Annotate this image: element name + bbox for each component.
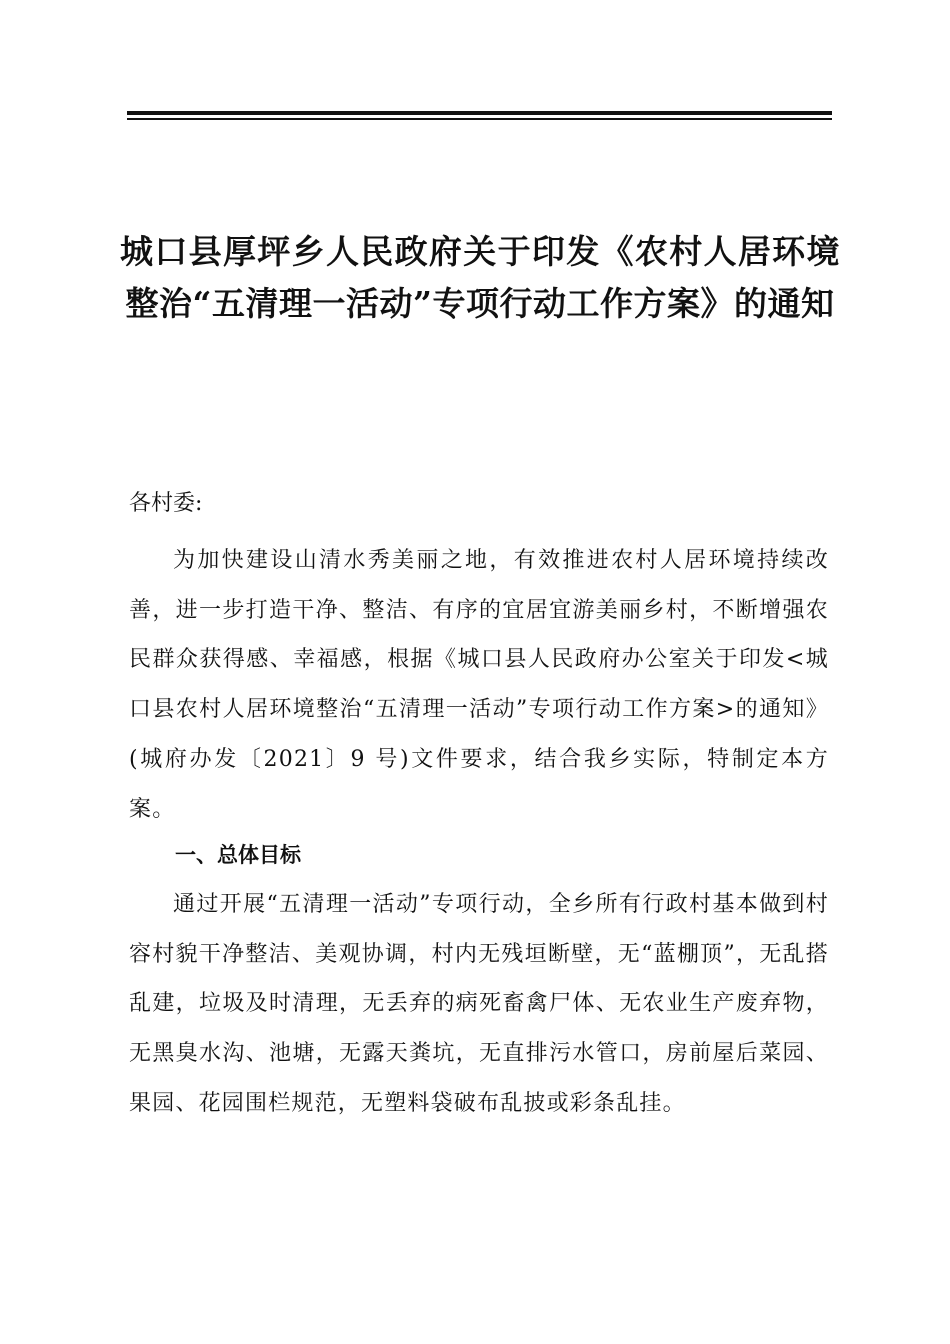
header-rule-thin <box>127 118 832 120</box>
intro-paragraph: 为加快建设山清水秀美丽之地，有效推进农村人居环境持续改善，进一步打造干净、整洁、有序的宜居宜游美丽乡村，不断增强农民群众获得感、幸福感，根据《城口县人民政府办公室关于印发<城口县农村人居环境整治“五清理一活动”专项行动工作方案>的通知》(城府办发〔2021〕9 号)文件要求，结合我乡实际，特制定本方案。 <box>129 548 829 822</box>
section-heading-overall-goal: 一、总体目标 <box>175 843 301 867</box>
header-rule-thick <box>127 111 832 115</box>
document-title: 城口县厚坪乡人民政府关于印发《农村人居环境整治“五清理一活动”专项行动工作方案》的通知 <box>120 232 840 323</box>
salutation: 各村委: <box>129 491 203 516</box>
goal-paragraph: 通过开展“五清理一活动”专项行动，全乡所有行政村基本做到村容村貌干净整洁、美观协调，村内无残垣断壁，无“蓝棚顶”，无乱搭乱建，垃圾及时清理，无丢弃的病死畜禽尸体、无农业生产废弃物，无黑臭水沟、池塘，无露天粪坑，无直排污水管口，房前屋后菜园、果园、花园围栏规范，无塑料袋破布乱披或彩条乱挂。 <box>129 892 829 1116</box>
